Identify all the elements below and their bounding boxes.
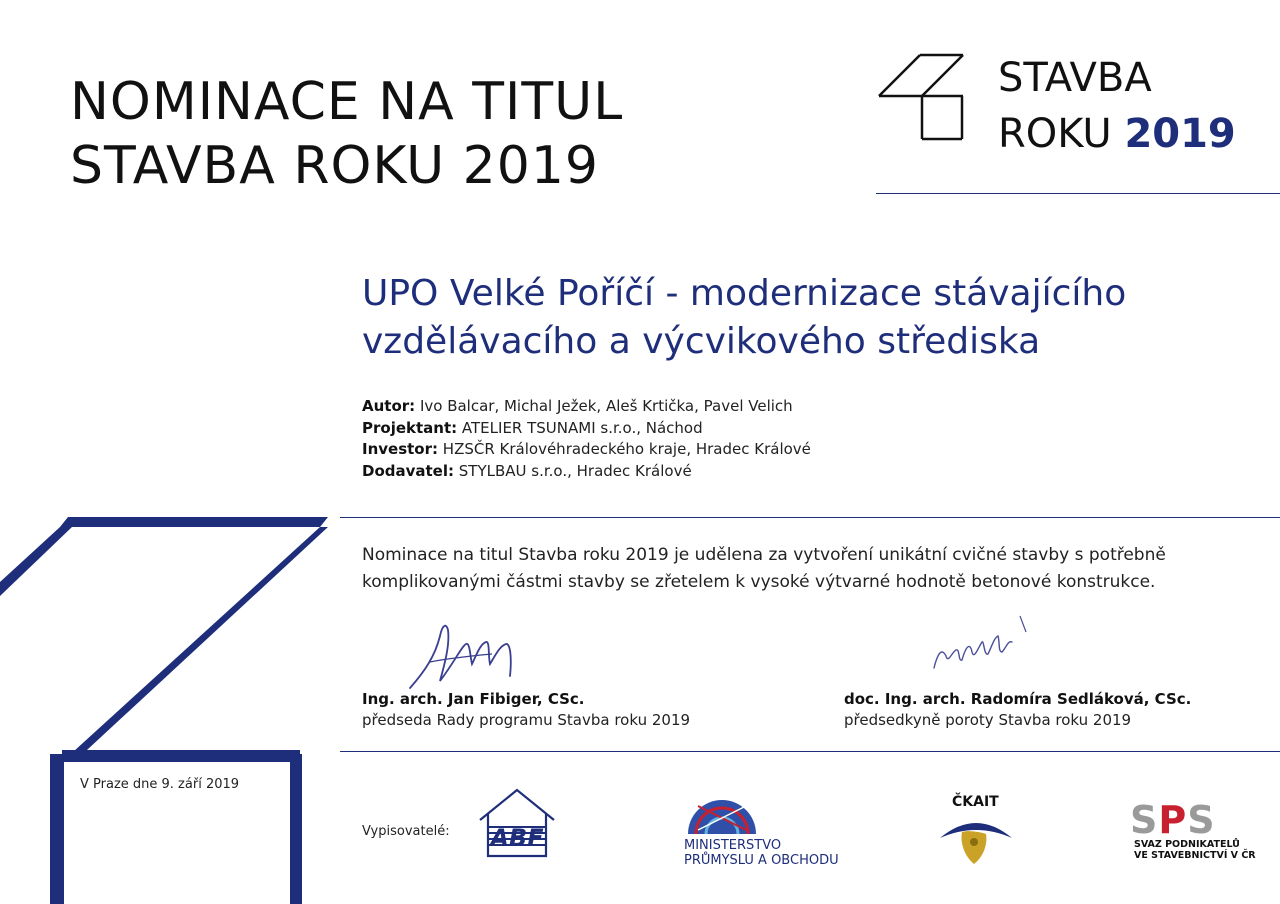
statement-line-2: komplikovanými částmi stavby se zřetelem k vysoké výtvarné hodnotě betonové konstrukce. — [362, 572, 1156, 592]
signature-sedlakova-image — [928, 612, 1038, 676]
sps-sub-line-1: SVAZ PODNIKATELŮ — [1134, 839, 1240, 850]
credit-label: Projektant: — [362, 418, 458, 437]
project-title-line-2: vzdělávacího a výcvikového střediska — [362, 321, 1041, 362]
signatory-role: předsedkyně poroty Stavba roku 2019 — [844, 711, 1132, 729]
sps-letter: S — [1130, 798, 1159, 842]
abf-logo-text: ABF — [490, 824, 544, 852]
logo-year: 2019 — [1124, 111, 1236, 157]
credit-value: Ivo Balcar, Michal Ježek, Aleš Krtička, Pavel Velich — [419, 397, 793, 415]
nomination-heading — [70, 70, 770, 198]
sps-subtitle — [1134, 839, 1256, 861]
credit-value: STYLBAU s.r.o., Hradec Králové — [458, 461, 692, 480]
ckait-lion-emblem-icon — [938, 812, 1014, 870]
project-title-line-1: UPO Velké Poříčí - modernizace stávajícího — [362, 273, 1127, 314]
logo-line-1: STAVBA — [998, 55, 1152, 101]
mpo-line-1: MINISTERSTVO — [684, 838, 782, 853]
middle-divider — [340, 517, 1280, 518]
signature-block-right — [844, 689, 1191, 731]
signatory-name: doc. Ing. arch. Radomíra Sedláková, CSc. — [844, 690, 1192, 708]
sps-letter: P — [1158, 798, 1188, 842]
credit-contractor — [362, 461, 811, 483]
abf-logo-image — [474, 786, 560, 860]
heading-line-1: NOMINACE NA TITUL — [70, 72, 624, 132]
mpo-logo-text — [684, 838, 839, 868]
statement-line-1: Nominace na titul Stavba roku 2019 je udělena za vytvoření unikátní cvičné stavby s potřebně — [362, 545, 1166, 565]
sps-letter: S — [1187, 798, 1216, 842]
credit-label: Dodavatel: — [362, 461, 454, 480]
sps-sub-line-2: VE STAVEBNICTVÍ V ČR — [1134, 850, 1256, 861]
signatory-role: předseda Rady programu Stavba roku 2019 — [362, 711, 691, 729]
heading-line-2: STAVBA ROKU 2019 — [70, 136, 600, 196]
bottom-divider — [340, 751, 1280, 752]
signatory-name: Ing. arch. Jan Fibiger, CSc. — [362, 690, 585, 708]
credit-investor — [362, 439, 811, 461]
top-right-divider — [876, 193, 1280, 194]
credit-designer — [362, 418, 811, 440]
logo-line-2 — [998, 106, 1236, 162]
mpo-globe-icon — [686, 796, 758, 836]
credit-author — [362, 396, 811, 418]
issue-date: V Praze dne 9. září 2019 — [80, 777, 240, 792]
project-title — [362, 270, 1262, 366]
signature-block-left — [362, 689, 690, 731]
logo-roku: ROKU — [998, 111, 1112, 157]
credit-label: Investor: — [362, 440, 439, 458]
signature-fibiger-image — [400, 616, 530, 696]
credit-value: ATELIER TSUNAMI s.r.o., Náchod — [461, 418, 703, 437]
sps-logo-text — [1130, 798, 1216, 842]
nomination-statement — [362, 542, 1242, 596]
credit-label: Autor: — [362, 397, 416, 415]
mpo-line-2: PRŮMYSLU A OBCHODU — [684, 853, 839, 868]
decorative-frame-graphic — [0, 510, 340, 904]
sponsors-label: Vypisovatelé: — [362, 824, 450, 839]
stavba-roku-logo-text — [998, 50, 1236, 162]
credits-list — [362, 396, 811, 482]
stavba-roku-logo-icon — [876, 52, 968, 144]
ckait-logo-text: ČKAIT — [952, 794, 999, 810]
credit-value: HZSČR Královéhradeckého kraje, Hradec Králové — [442, 440, 811, 458]
